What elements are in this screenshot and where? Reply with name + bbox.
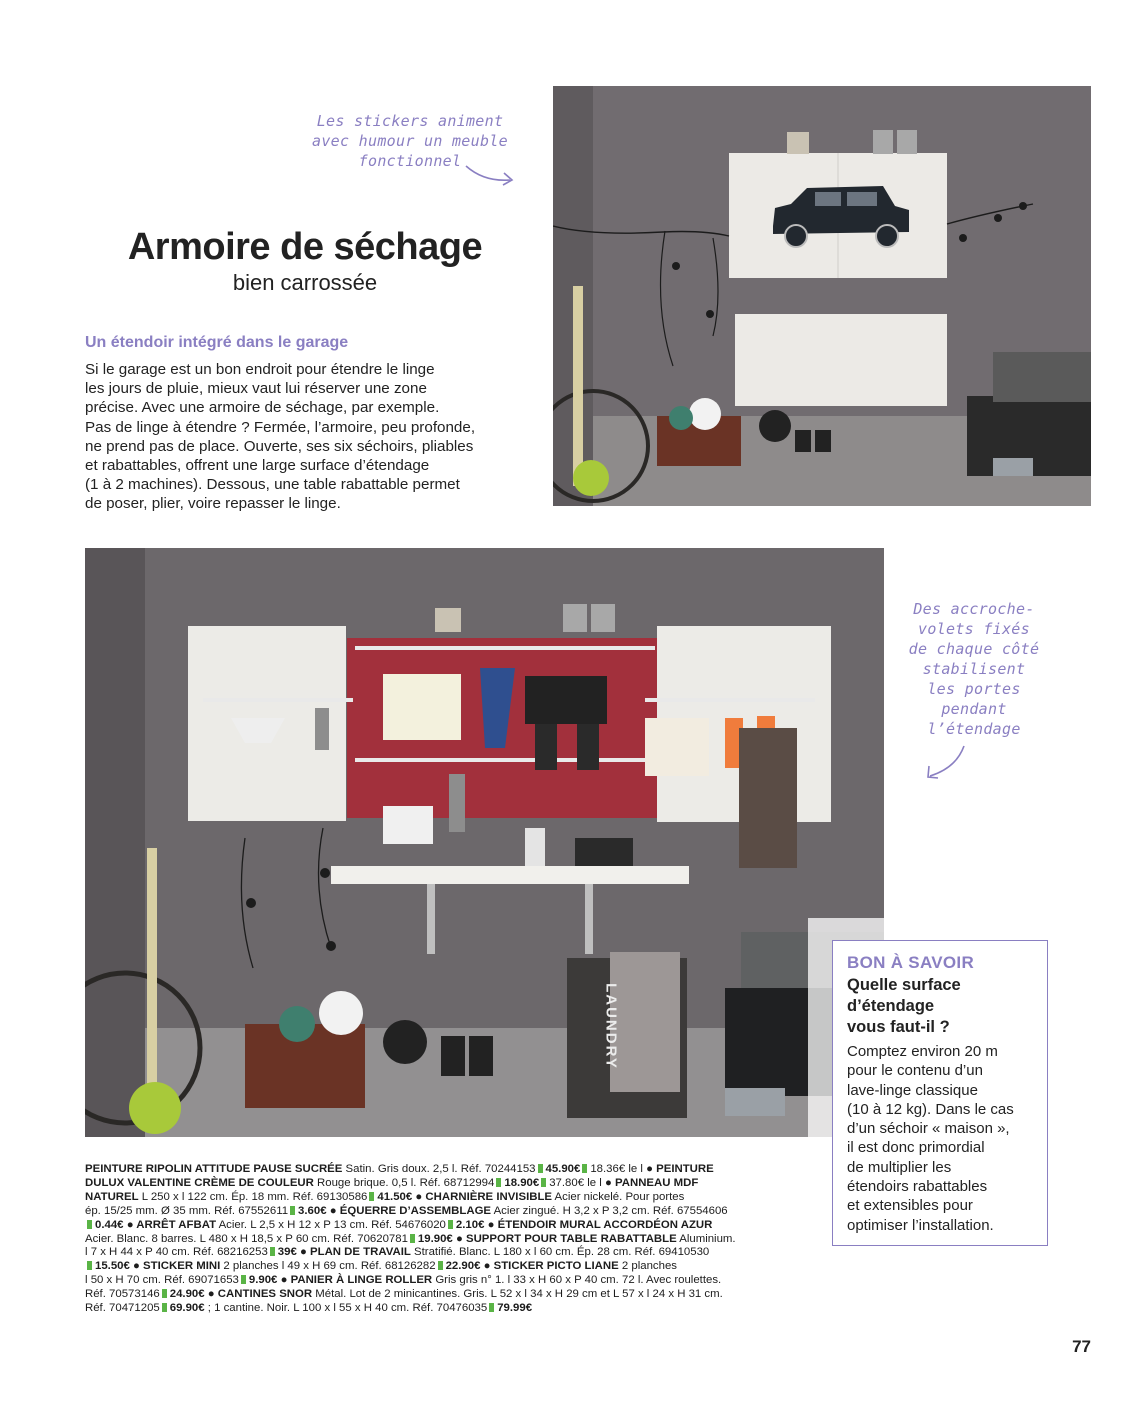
caption-line: pendant xyxy=(941,700,1007,718)
ref-detail: ; 1 cantine. Noir. L 100 x l 55 x H 40 cm. Réf. 70476035 xyxy=(204,1302,488,1315)
tip-title xyxy=(847,975,1033,1038)
photo-closed-cabinet xyxy=(553,86,1091,506)
laundry-basket-label: LAUNDRY xyxy=(602,983,620,1070)
price-marker xyxy=(538,1164,543,1173)
ref-line xyxy=(85,1163,785,1177)
ref-product-name: NATUREL xyxy=(85,1190,139,1203)
ref-product-name: ● STICKER MINI xyxy=(133,1260,221,1273)
price-marker xyxy=(448,1220,453,1229)
tip-body xyxy=(847,1042,1033,1235)
ref-price: 19.90€ xyxy=(417,1232,453,1245)
ref-price: 2.10€ xyxy=(455,1218,485,1231)
ref-detail: l 50 x H 70 cm. Réf. 69071653 xyxy=(85,1274,239,1287)
ref-price: 0.44€ xyxy=(95,1218,124,1231)
body-line: les jours de pluie, mieux vaut lui réserver une zone xyxy=(85,380,427,398)
page-number: 77 xyxy=(1072,1337,1091,1356)
tip-body-line: (10 à 12 kg). Dans le cas xyxy=(847,1100,1014,1118)
ref-product-name: ● SUPPORT POUR TABLE RABATTABLE xyxy=(455,1232,677,1245)
ref-line xyxy=(85,1177,785,1191)
ref-price: 69.90€ xyxy=(169,1302,205,1315)
ref-detail: Satin. Gris doux. 2,5 l. Réf. 70244153 xyxy=(342,1163,536,1175)
body-line: Pas de linge à étendre ? Fermée, l’armoire, peu profonde, xyxy=(85,418,476,436)
ref-detail: L 250 x l 122 cm. Ép. 18 mm. Réf. 69130586 xyxy=(138,1190,368,1203)
tip-box xyxy=(832,940,1048,1246)
ref-line xyxy=(85,1302,785,1316)
price-marker xyxy=(489,1303,494,1312)
ref-price: 9.90€ xyxy=(248,1274,278,1287)
price-marker xyxy=(241,1275,246,1284)
ref-price: 79.99€ xyxy=(497,1302,533,1315)
ref-price: 22.90€ xyxy=(445,1260,481,1273)
caption-line: volets fixés xyxy=(918,620,1030,638)
caption-line: Les stickers animent xyxy=(316,112,504,130)
caption-line: stabilisent xyxy=(922,660,1026,678)
ref-line xyxy=(85,1246,785,1260)
ref-detail: l 7 x H 44 x P 40 cm. Réf. 68216253 xyxy=(85,1246,268,1259)
photo-open-cabinet xyxy=(85,548,884,1137)
tip-body-line: étendoirs rabattables xyxy=(847,1178,988,1196)
ref-product-name: ● CANTINES SNOR xyxy=(207,1288,313,1301)
ref-detail: ép. 15/25 mm. Ø 35 mm. Réf. 67552611 xyxy=(85,1204,289,1217)
ref-line xyxy=(85,1288,785,1302)
ref-detail: 18.36€ le l xyxy=(590,1163,643,1175)
tip-body-line: lave-linge classique xyxy=(847,1081,978,1099)
ref-product-name: ● CHARNIÈRE INVISIBLE xyxy=(415,1190,553,1203)
ref-product-name: ● ÉQUERRE D’ASSEMBLAGE xyxy=(329,1204,492,1217)
body-line: (1 à 2 machines). Dessous, une table rabattable permet xyxy=(85,476,460,494)
body-text xyxy=(85,360,525,514)
tip-body-line: d’un séchoir « maison », xyxy=(847,1120,1010,1138)
tip-title-line: d’étendage xyxy=(847,997,935,1015)
ref-price: 3.60€ xyxy=(298,1204,327,1217)
ref-detail: Acier nickelé. Pour portes xyxy=(552,1190,685,1203)
page-subtitle: bien carrossée xyxy=(232,270,378,295)
ref-detail: Acier zingué. H 3,2 x P 3,2 cm. Réf. 67554606 xyxy=(491,1204,728,1217)
ref-product-name: ● PLAN DE TRAVAIL xyxy=(299,1246,411,1259)
ref-detail: Aluminium. xyxy=(676,1232,736,1245)
price-marker xyxy=(87,1261,92,1270)
price-marker xyxy=(369,1192,374,1201)
page-title: Armoire de séchage xyxy=(127,226,483,268)
ref-detail: Rouge brique. 0,5 l. Réf. 68712994 xyxy=(313,1176,495,1189)
ref-line xyxy=(85,1219,785,1233)
price-marker xyxy=(496,1178,501,1187)
caption-line: avec humour un meuble xyxy=(312,132,508,150)
ref-detail: Métal. Lot de 2 minicantines. Gris. L 52 x l 34 x H 29 cm et L 57 x l 24 x H 31 cm. xyxy=(312,1288,723,1301)
caption-line: l’étendage xyxy=(927,720,1021,738)
ref-detail: Stratifié. Blanc. L 180 x l 60 cm. Ép. 28 cm. Réf. 69410530 xyxy=(410,1246,710,1259)
ref-detail: Réf. 70573146 xyxy=(85,1288,160,1301)
ref-product-name: PEINTURE RIPOLIN ATTITUDE PAUSE SUCRÉE xyxy=(85,1163,343,1175)
ref-detail: Acier. L 2,5 x H 12 x P 13 cm. Réf. 54676020 xyxy=(216,1218,446,1231)
ref-product-name: ● PANNEAU MDF xyxy=(604,1176,699,1189)
ref-detail: Acier. Blanc. 8 barres. L 480 x H 18,5 x P 60 cm. Réf. 70620781 xyxy=(85,1232,408,1245)
ref-product-name: ● STICKER PICTO LIANE xyxy=(483,1260,619,1273)
price-marker xyxy=(410,1234,415,1243)
arrow-right-icon xyxy=(462,160,518,190)
caption-line: les portes xyxy=(927,680,1021,698)
tip-title-line: vous faut-il ? xyxy=(847,1018,950,1036)
caption-accroche-volets xyxy=(896,599,1052,739)
price-marker xyxy=(290,1206,295,1215)
caption-line: fonctionnel xyxy=(358,152,462,170)
ref-line xyxy=(85,1274,785,1288)
ref-product-name: ● PEINTURE xyxy=(646,1163,714,1175)
price-marker xyxy=(162,1289,167,1298)
body-line: Si le garage est un bon endroit pour étendre le linge xyxy=(85,361,435,378)
ref-product-name: ● ARRÊT AFBAT xyxy=(126,1218,217,1231)
ref-price: 24.90€ xyxy=(169,1288,205,1301)
ref-detail: 2 planches l 49 x H 69 cm. Réf. 68126282 xyxy=(220,1260,436,1273)
ref-product-name: DULUX VALENTINE CRÈME DE COULEUR xyxy=(85,1176,314,1189)
tip-body-line: il est donc primordial xyxy=(847,1139,985,1157)
tip-body-line: Comptez environ 20 m xyxy=(847,1043,998,1060)
ref-line xyxy=(85,1191,785,1205)
ref-detail: Gris gris n° 1. l 33 x H 60 x P 40 cm. 72 l. Avec roulettes. xyxy=(432,1274,722,1287)
ref-detail: 37.80€ le l xyxy=(549,1176,602,1189)
price-marker xyxy=(582,1164,587,1173)
body-line: précise. Avec une armoire de séchage, par exemple. xyxy=(85,399,440,417)
ref-line xyxy=(85,1205,785,1219)
body-line: de poser, plier, voire repasser le linge. xyxy=(85,495,341,513)
price-marker xyxy=(87,1220,92,1229)
ref-detail: 2 planches xyxy=(618,1260,677,1273)
ref-product-name: ● ÉTENDOIR MURAL ACCORDÉON AZUR xyxy=(487,1218,713,1231)
tip-body-line: pour le contenu d’un xyxy=(847,1062,983,1080)
ref-price: 15.50€ xyxy=(95,1260,130,1273)
body-line: et rabattables, offrent une large surface d’étendage xyxy=(85,457,430,475)
price-marker xyxy=(541,1178,546,1187)
caption-line: de chaque côté xyxy=(908,640,1040,658)
ref-price: 41.50€ xyxy=(377,1190,413,1203)
ref-line xyxy=(85,1233,785,1247)
ref-line xyxy=(85,1260,785,1274)
ref-detail: Réf. 70471205 xyxy=(85,1302,160,1315)
tip-body-line: de multiplier les xyxy=(847,1158,952,1176)
product-references xyxy=(85,1163,785,1316)
body-line: ne prend pas de place. Ouverte, ses six séchoirs, pliables xyxy=(85,437,474,455)
caption-line: Des accroche- xyxy=(913,600,1035,618)
tip-label: BON À SAVOIR xyxy=(847,953,975,972)
tip-title-line: Quelle surface xyxy=(847,976,961,994)
arrow-down-left-icon xyxy=(920,742,970,782)
ref-product-name: ● PANIER À LINGE ROLLER xyxy=(280,1274,433,1287)
price-marker xyxy=(162,1303,167,1312)
price-marker xyxy=(438,1261,443,1270)
ref-price: 18.90€ xyxy=(504,1176,540,1189)
price-marker xyxy=(270,1247,275,1256)
ref-price: 39€ xyxy=(277,1246,297,1259)
section-heading: Un étendoir intégré dans le garage xyxy=(85,334,349,351)
tip-body-line: optimiser l’installation. xyxy=(847,1216,994,1234)
ref-price: 45.90€ xyxy=(545,1163,581,1175)
tip-body-line: et extensibles pour xyxy=(847,1197,973,1215)
